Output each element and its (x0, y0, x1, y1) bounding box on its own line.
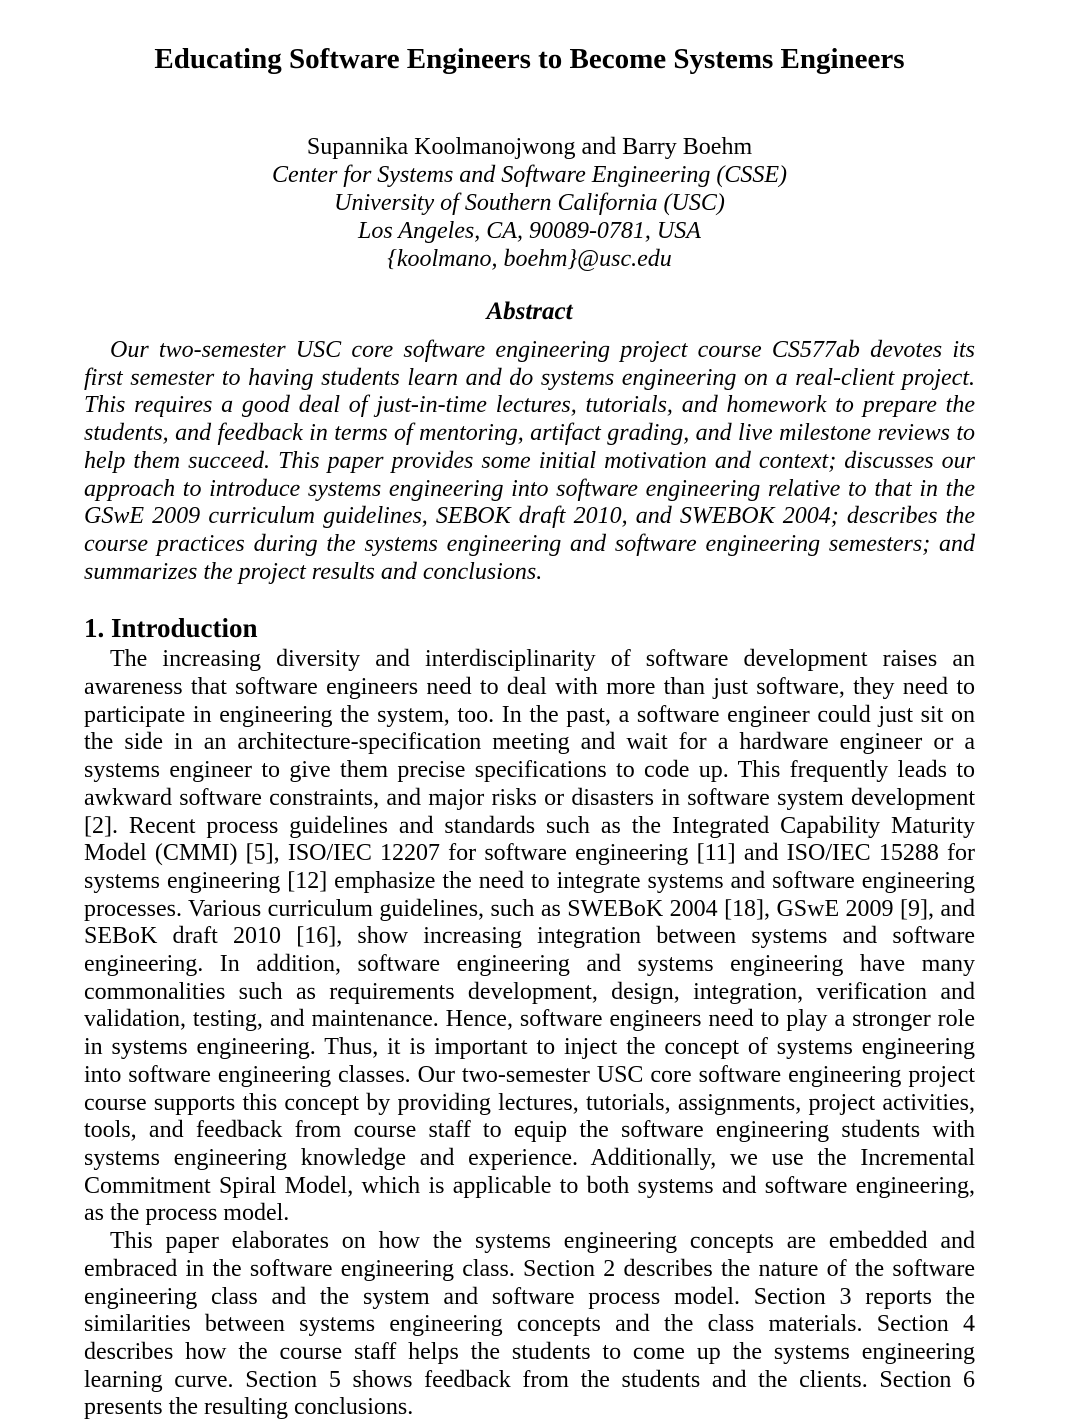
affiliation-address: Los Angeles, CA, 90089-0781, USA (358, 218, 701, 244)
abstract-heading: Abstract (486, 298, 573, 325)
abstract-text: Our two-semester USC core software engineering project course CS577ab devotes its first semester to having students learn and do systems engineering on a real-client project. This requires a good deal of just-in-time lectures, tutorials, and homework to prepare the students, and feedback in terms of mentoring, artifact grading, and live milestone reviews to help them succeed. This paper provides some initial motivation and context; discusses our approach to introduce systems engineering into software engineering relative to that in the GSwE 2009 curriculum guidelines, SEBOK draft 2010, and SWEBOK 2004; describes the course practices during the systems engineering and software engineering semesters; and summarizes the project results and conclusions. (84, 337, 975, 585)
author-names: Supannika Koolmanojwong and Barry Boehm (306, 134, 753, 160)
paper-title: Educating Software Engineers to Become Systems Engineers (154, 43, 905, 75)
affiliation-email: {koolmano, boehm}@usc.edu (387, 246, 672, 272)
affiliation-university: University of Southern California (USC) (334, 190, 725, 216)
section-heading-introduction: 1. Introduction (84, 613, 258, 644)
affiliation-center: Center for Systems and Software Engineering (CSSE) (271, 162, 788, 188)
intro-paragraph-1: The increasing diversity and interdisciplinarity of software development raises an awareness that software engineers need to deal with more than just software, they need to participate in engineering the system, too. In the past, a software engineer could just sit on the side in an architecture-specification meeting and wait for a hardware engineer or a systems engineer to give them precise specifications to code up. This frequently leads to awkward software constraints, and major risks or disasters in software system development [2]. Recent process guidelines and standards such as the Integrated Capability Maturity Model (CMMI) [5], ISO/IEC 12207 for software engineering [11] and ISO/IEC 15288 for systems engineering [12] emphasize the need to integrate systems and software engineering processes. Various curriculum guidelines, such as SWEBoK 2004 [18], GSwE 2009 [9], and SEBoK draft 2010 [16], show increasing integration between systems and software engineering. In addition, software engineering and systems engineering have many commonalities such as requirements development, design, integration, verification and validation, testing, and maintenance. Hence, software engineers need to play a stronger role in systems engineering. Thus, it is important to inject the concept of systems engineering into software engineering classes. Our two-semester USC core software engineering project course supports this concept by providing lectures, tutorials, assignments, project activities, tools, and feedback from course staff to equip the software engineering students with systems engineering knowledge and experience. Additionally, we use the Incremental Commitment Spiral Model, which is applicable to both systems and software engineering, as the process model. (84, 646, 975, 1227)
intro-paragraph-2: This paper elaborates on how the systems engineering concepts are embedded and embraced in the software engineering class. Section 2 describes the nature of the software engineering class and the system and software process model. Section 3 reports the similarities between systems engineering concepts and the class materials. Section 4 describes how the course staff helps the students to come up the systems engineering learning curve. Section 5 shows feedback from the students and the clients. Section 6 presents the resulting conclusions. (84, 1228, 975, 1421)
author-block (84, 133, 975, 273)
